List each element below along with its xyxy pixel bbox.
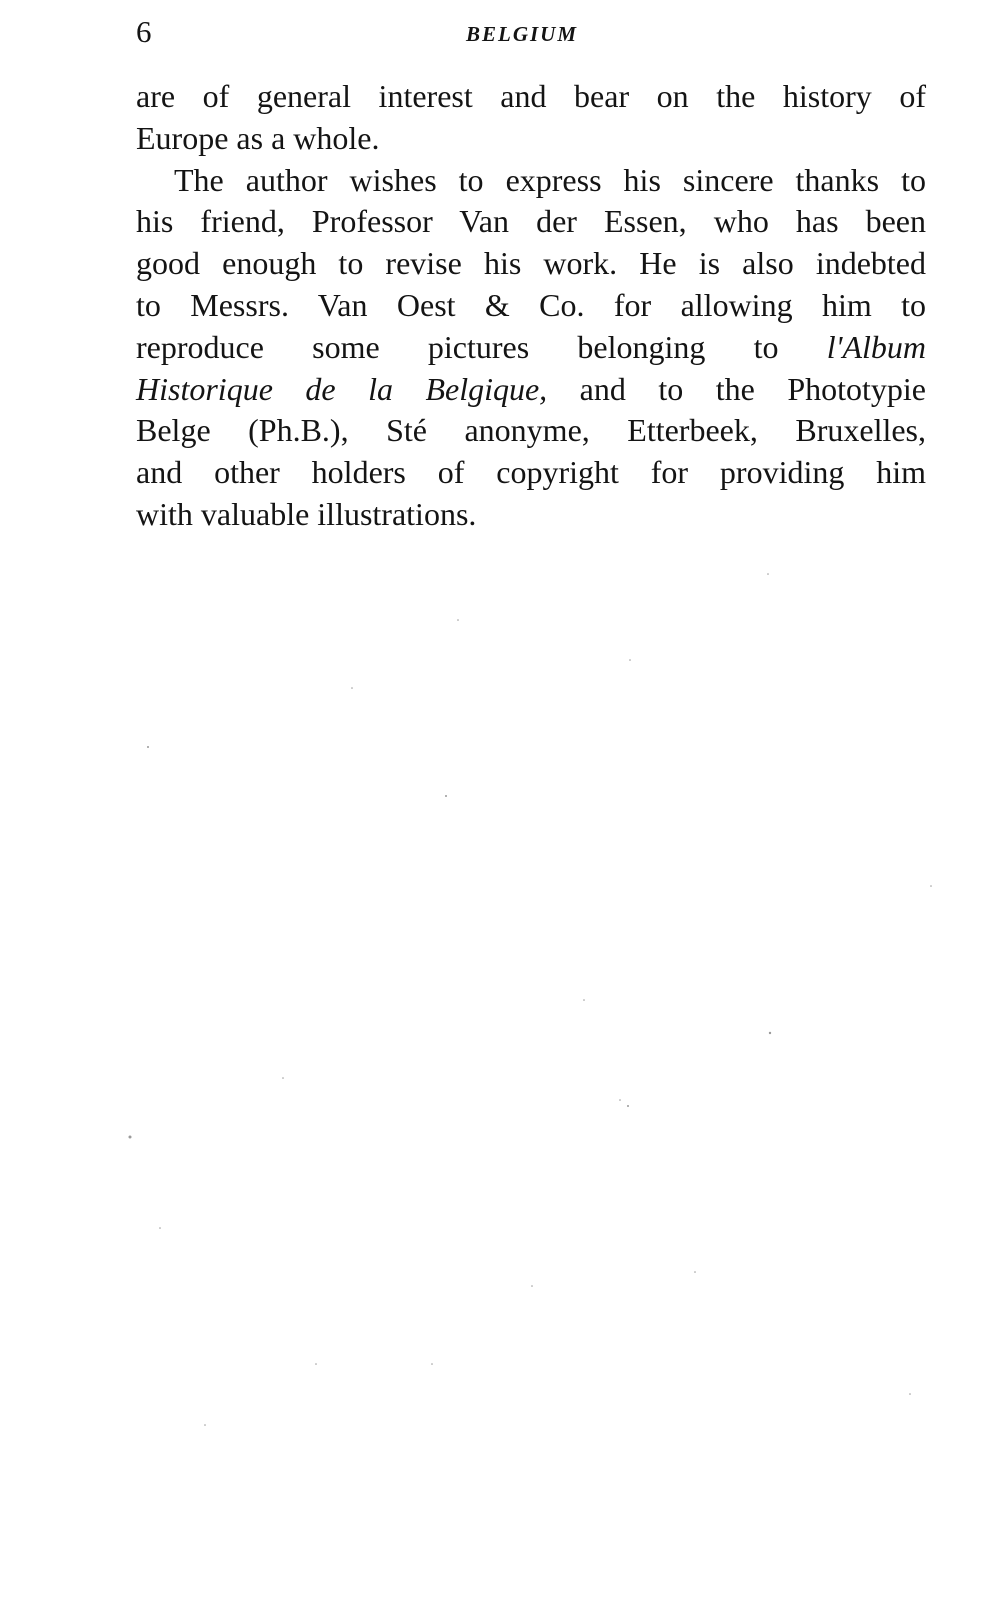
text-line: his friend, Professor Van der Essen, who has been: [136, 203, 926, 240]
text-line: [136, 327, 926, 369]
body-text: [136, 76, 926, 536]
paragraph-1: [136, 76, 926, 160]
paragraph-2: [136, 160, 926, 536]
text-line: with valuable illustrations.: [136, 495, 477, 532]
text-line: are of general interest and bear on the history of: [136, 78, 926, 114]
text-line: [136, 369, 926, 411]
italic-title: l'Album: [826, 328, 926, 365]
italic-title: Historique de la Belgique,: [136, 370, 548, 407]
text-line: Europe as a whole.: [136, 119, 380, 156]
text-line: good enough to revise his work. He is also indebted: [136, 245, 926, 282]
text-line: The author wishes to express his sincere thanks to: [174, 161, 926, 198]
page-number: 6: [136, 14, 152, 49]
text-fragment: and to the Phototypie: [547, 370, 927, 407]
text-line: and other holders of copyright for providing him: [136, 454, 926, 491]
running-title: BELGIUM: [466, 22, 579, 46]
text-line: to Messrs. Van Oest & Co. for allowing him to: [136, 286, 926, 323]
text-fragment: reproduce some pictures belonging to: [136, 328, 827, 365]
running-head: [136, 12, 926, 52]
text-line: Belge (Ph.B.), Sté anonyme, Etterbeek, Bruxelles,: [136, 412, 926, 449]
